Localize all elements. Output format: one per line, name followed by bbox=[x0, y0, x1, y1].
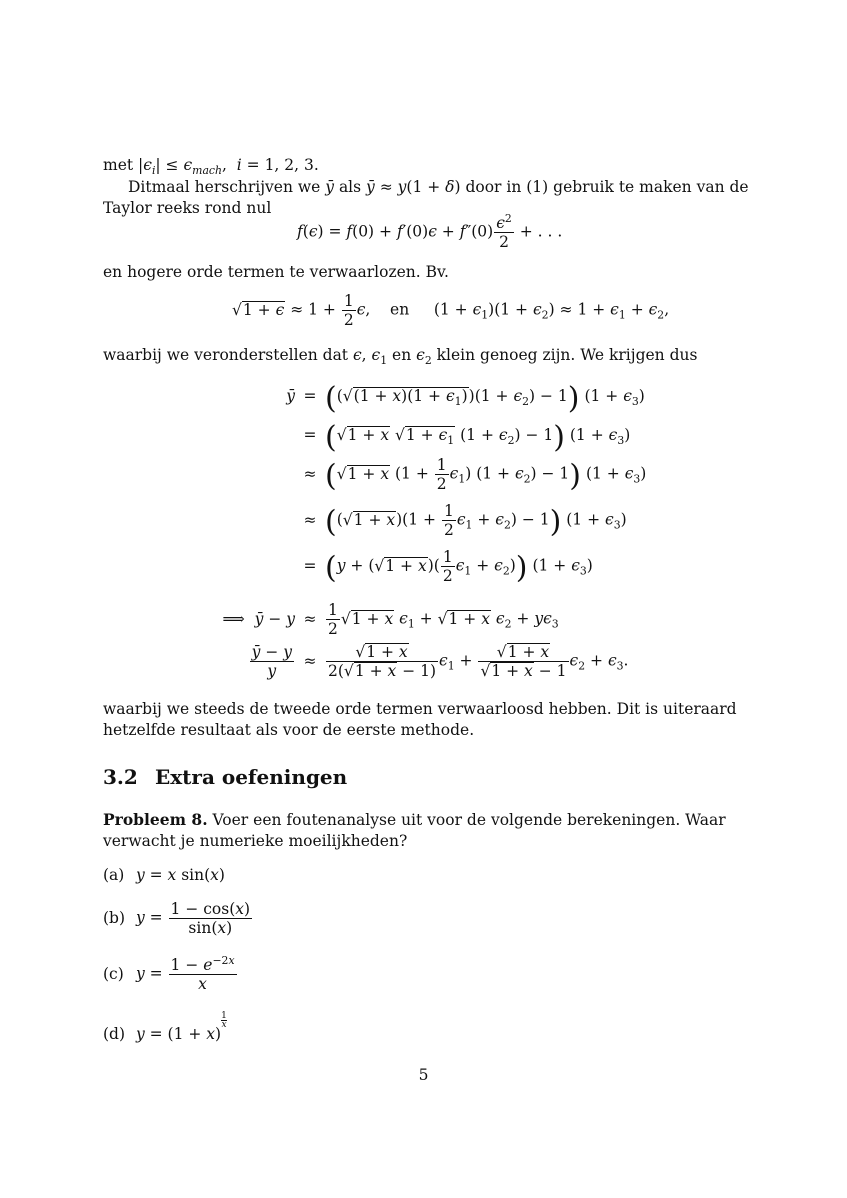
derivation-line-6: ⟹ ȳ − y ≈ $\frac{1}{2}$ √1 + x $\epsilon_1 + √1 + x$ $\epsilon_2 + y\epsilon_3$ bbox=[222, 601, 559, 638]
derivation-line-5: = (y + (√1 + x)( $\frac{1}{2}$ $\epsilon_1 + \epsilon_2$)) $(1 + \epsilon_3)$ bbox=[303, 548, 593, 586]
taylor-intro-paragraph: Ditmaal herschrijven we ȳ als ȳ ≈ y(1 + δ) door in (1) gebruik te maken van de Taylor reeks rond nul bbox=[103, 178, 749, 217]
problem-text: Voer een foutenanalyse uit voor de volgende berekeningen. Waar verwacht je numerieke moeilijkheden? bbox=[103, 811, 726, 850]
derivation-line-2: = (√1 + x $√1 + \epsilon_1$ $(1 + \epsilon_2) - 1$) $(1 + \epsilon_3)$ bbox=[303, 420, 631, 455]
assumption-paragraph: waarbij we veronderstellen dat ϵ, $\epsilon_1$ en $\epsilon_2$ klein genoeg zijn. We krijgen dus bbox=[103, 346, 698, 368]
derivation-line-3: ≈ (√1 + x (1 + $\frac{1}{2}$ $\epsilon_1$) $(1 + \epsilon_2) - 1$) $(1 + \epsilon_3)$ bbox=[303, 456, 647, 494]
problem-item-d: (d) $y = (1 + x)^{1 x}$ bbox=[103, 1011, 227, 1044]
section-heading bbox=[103, 765, 347, 789]
problem-label: Probleem 8. bbox=[103, 810, 208, 829]
derivation-line-1: ȳ = $((√(1 + x)(1 + \epsilon_1))(1 + \epsilon_2) - 1)$ $(1 + \epsilon_3)$ bbox=[286, 381, 645, 416]
derivation-line-4: ≈ ((√1 + x)(1 + $\frac{1}{2}$ $\epsilon_1 + \epsilon_2) - 1$) $(1 + \epsilon_3)$ bbox=[303, 502, 627, 540]
continuation-line: met $|\epsilon_i| \le \epsilon_{mach}$, i = 1, 2, 3. bbox=[103, 156, 319, 178]
derivation-line-7: $\frac{ȳ - y}{y}$ ≈ $\frac{√1 + x}{2(√1 + x - 1)}$ $\epsilon_1$ + $\frac{√1 + x}{√1 + x - 1}$ $\epsilon_2 + \epsilon_3$. bbox=[251, 643, 629, 680]
problem-statement bbox=[103, 809, 755, 852]
problem-item-a: (a) y = x sin(x) bbox=[103, 866, 225, 884]
taylor-series-equation: f(ϵ) = f(0) + f′(0)ϵ + f″(0) $\frac{\epsilon^2}{2}$ + . . . bbox=[297, 211, 563, 251]
section-number: 3.2 bbox=[103, 765, 138, 789]
approximation-equation: √1 + ϵ ≈ 1 + $\frac{1}{2}$ ϵ, en $(1 + \epsilon_1)(1 + \epsilon_2) \approx 1 + \epsilon_1 + \epsilon_2$, bbox=[232, 292, 670, 329]
problem-item-b: (b) y = $\frac{1 - \cos(x)}{\sin(x)}$ bbox=[103, 900, 251, 937]
higher-order-paragraph: en hogere orde termen te verwaarlozen. Bv. bbox=[103, 263, 449, 281]
word-en: en bbox=[390, 300, 410, 319]
page-number: 5 bbox=[418, 1066, 429, 1084]
section-title: Extra oefeningen bbox=[155, 765, 348, 789]
problem-item-c: (c) y = $\frac{1 - e^{-2x}}{x}$ bbox=[103, 953, 235, 993]
result-paragraph: waarbij we steeds de tweede orde termen verwaarloosd hebben. Dit is uiteraard hetzelfde resultaat als voor de eerste methode. bbox=[103, 700, 737, 739]
